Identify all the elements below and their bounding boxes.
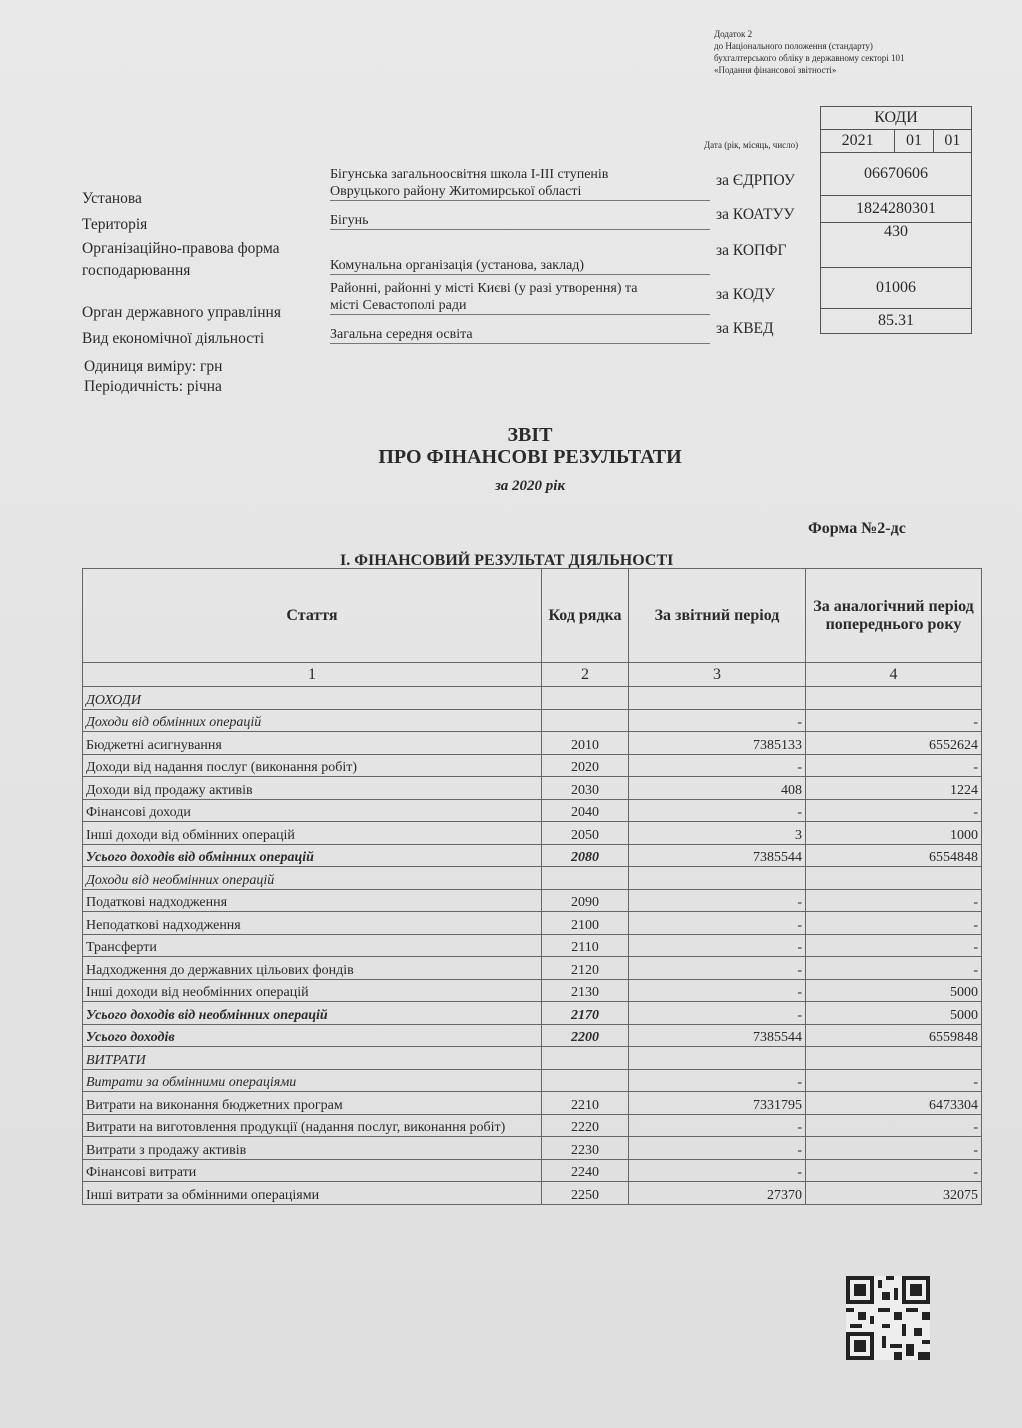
row-item: Витрати на виготовлення продукції (надання послуг, виконання робіт)	[83, 1114, 542, 1137]
row-code	[542, 687, 629, 710]
table-row	[83, 777, 982, 800]
col-number: 3	[629, 663, 806, 687]
row-current: -	[629, 1114, 806, 1137]
row-item: Трансферти	[83, 934, 542, 957]
row-item: Фінансові доходи	[83, 799, 542, 822]
row-previous: 6559848	[806, 1024, 982, 1047]
row-previous	[806, 867, 982, 890]
annex-line: Додаток 2	[714, 29, 753, 39]
label-za-kved: за КВЕД	[716, 320, 774, 337]
row-previous: -	[806, 1137, 982, 1160]
row-current: 3	[629, 822, 806, 845]
label-za-edrpou: за ЄДРПОУ	[716, 172, 795, 189]
authority-line: Районні, районні у місті Києві (у разі утворення) та	[330, 281, 638, 296]
row-code: 2080	[542, 844, 629, 867]
label-activity: Вид економічної діяльності	[82, 330, 265, 347]
annex-note	[714, 28, 974, 76]
date-month: 01	[895, 130, 933, 153]
institution-line: Бігунська загальноосвітня школа І-ІІІ ступенів	[330, 167, 609, 182]
row-code: 2120	[542, 957, 629, 980]
code-kved: 85.31	[821, 309, 972, 334]
col-header-code: Код рядка	[542, 569, 629, 663]
row-current: 7385544	[629, 1024, 806, 1047]
label-za-kodu: за КОДУ	[716, 286, 775, 303]
code-kodu: 01006	[821, 268, 972, 309]
table-row	[83, 822, 982, 845]
row-code: 2100	[542, 912, 629, 935]
row-current: 7331795	[629, 1092, 806, 1115]
qr-code-icon	[846, 1276, 930, 1360]
date-label: Дата (рік, місяць, число)	[704, 140, 799, 150]
authority-line: місті Севастополі ради	[330, 298, 467, 313]
row-item: ВИТРАТИ	[83, 1047, 542, 1070]
row-item: Усього доходів від необмінних операцій	[83, 1002, 542, 1025]
row-previous: -	[806, 912, 982, 935]
row-code: 2250	[542, 1182, 629, 1205]
row-item: Інші доходи від необмінних операцій	[83, 979, 542, 1002]
codes-header: КОДИ	[821, 107, 972, 130]
row-previous: 5000	[806, 1002, 982, 1025]
row-item: ДОХОДИ	[83, 687, 542, 710]
row-code: 2210	[542, 1092, 629, 1115]
financial-results-table	[82, 568, 982, 1205]
code-kopfg: 430	[821, 223, 972, 268]
table-row	[83, 1159, 982, 1182]
col-header-current: За звітний період	[629, 569, 806, 663]
label-institution: Установа	[82, 190, 142, 207]
row-previous: 5000	[806, 979, 982, 1002]
row-item: Витрати за обмінними операціями	[83, 1069, 542, 1092]
row-item: Доходи від продажу активів	[83, 777, 542, 800]
row-code: 2170	[542, 1002, 629, 1025]
row-item: Інші доходи від обмінних операцій	[83, 822, 542, 845]
report-title-2: ПРО ФІНАНСОВІ РЕЗУЛЬТАТИ	[378, 446, 682, 468]
row-current: -	[629, 889, 806, 912]
col-number: 4	[806, 663, 982, 687]
row-code: 2130	[542, 979, 629, 1002]
row-item: Витрати з продажу активів	[83, 1137, 542, 1160]
row-item: Бюджетні асигнування	[83, 732, 542, 755]
table-row	[83, 1002, 982, 1025]
row-item: Доходи від необмінних операцій	[83, 867, 542, 890]
row-current: -	[629, 709, 806, 732]
row-code: 2200	[542, 1024, 629, 1047]
row-code	[542, 1069, 629, 1092]
row-item: Доходи від обмінних операцій	[83, 709, 542, 732]
col-number: 1	[83, 663, 542, 687]
report-title: ЗВІТ	[507, 424, 553, 446]
row-current: -	[629, 934, 806, 957]
date-year: 2021	[821, 130, 895, 153]
row-code: 2040	[542, 799, 629, 822]
row-current: -	[629, 754, 806, 777]
label-za-koatuu: за КОАТУУ	[716, 206, 795, 223]
value-territory: Бігунь	[330, 212, 710, 230]
row-previous: -	[806, 934, 982, 957]
table-row	[83, 867, 982, 890]
row-code: 2020	[542, 754, 629, 777]
label-territory: Територія	[82, 216, 148, 233]
row-previous: -	[806, 957, 982, 980]
row-item: Усього доходів	[83, 1024, 542, 1047]
row-previous: -	[806, 799, 982, 822]
table-row	[83, 1137, 982, 1160]
table-row	[83, 1182, 982, 1205]
row-previous: 6552624	[806, 732, 982, 755]
row-previous: 1000	[806, 822, 982, 845]
row-current: -	[629, 979, 806, 1002]
row-current	[629, 687, 806, 710]
row-current: 27370	[629, 1182, 806, 1205]
value-institution	[330, 166, 710, 201]
annex-line: бухгалтерського обліку в державному секторі 101	[714, 53, 905, 63]
row-code: 2050	[542, 822, 629, 845]
value-authority	[330, 280, 710, 315]
col-header-previous: За аналогічний період попереднього року	[806, 569, 982, 663]
annex-line: до Національного положення (стандарту)	[714, 41, 873, 51]
row-previous: -	[806, 1114, 982, 1137]
label-za-kopfg: за КОПФГ	[716, 242, 787, 259]
value-legal-form: Комунальна організація (установа, заклад)	[330, 257, 710, 275]
row-code: 2090	[542, 889, 629, 912]
row-current: -	[629, 1069, 806, 1092]
section-title: І. ФІНАНСОВИЙ РЕЗУЛЬТАТ ДІЯЛЬНОСТІ	[340, 552, 674, 569]
row-code	[542, 867, 629, 890]
row-previous: 6473304	[806, 1092, 982, 1115]
table-row	[83, 799, 982, 822]
row-current	[629, 867, 806, 890]
row-code: 2240	[542, 1159, 629, 1182]
row-previous: -	[806, 889, 982, 912]
row-code: 2220	[542, 1114, 629, 1137]
label-authority: Орган державного управління	[82, 304, 281, 321]
col-header-item: Стаття	[83, 569, 542, 663]
row-previous: 1224	[806, 777, 982, 800]
table-row	[83, 1047, 982, 1070]
table-row	[83, 844, 982, 867]
code-koatuu: 1824280301	[821, 196, 972, 223]
table-row	[83, 934, 982, 957]
row-current: 7385133	[629, 732, 806, 755]
periodicity-text: Періодичність: річна	[84, 378, 222, 395]
row-previous: 6554848	[806, 844, 982, 867]
table-row	[83, 1024, 982, 1047]
row-current: -	[629, 1159, 806, 1182]
row-code	[542, 709, 629, 732]
table-row	[83, 754, 982, 777]
annex-line: «Подання фінансової звітності»	[714, 65, 837, 75]
table-row	[83, 709, 982, 732]
date-day: 01	[933, 130, 971, 153]
table-row	[83, 732, 982, 755]
row-current	[629, 1047, 806, 1070]
table-row	[83, 687, 982, 710]
row-item: Фінансові витрати	[83, 1159, 542, 1182]
row-current: -	[629, 799, 806, 822]
code-edrpou: 06670606	[821, 153, 972, 196]
row-previous	[806, 1047, 982, 1070]
row-current: 7385544	[629, 844, 806, 867]
unit-text: Одиниця виміру: грн	[84, 358, 223, 375]
table-row	[83, 912, 982, 935]
row-current: -	[629, 1002, 806, 1025]
row-previous: -	[806, 1159, 982, 1182]
value-activity: Загальна середня освіта	[330, 326, 710, 344]
row-previous: -	[806, 709, 982, 732]
row-code: 2110	[542, 934, 629, 957]
row-current: 408	[629, 777, 806, 800]
row-previous	[806, 687, 982, 710]
row-current: -	[629, 957, 806, 980]
table-row	[83, 1092, 982, 1115]
row-code: 2030	[542, 777, 629, 800]
row-item: Неподаткові надходження	[83, 912, 542, 935]
row-code: 2230	[542, 1137, 629, 1160]
row-current: -	[629, 1137, 806, 1160]
row-item: Інші витрати за обмінними операціями	[83, 1182, 542, 1205]
table-row	[83, 1114, 982, 1137]
codes-table	[820, 106, 972, 334]
label-legal-form-1: Організаційно-правова форма	[82, 240, 280, 257]
row-item: Надходження до державних цільових фондів	[83, 957, 542, 980]
row-previous: -	[806, 1069, 982, 1092]
table-row	[83, 889, 982, 912]
row-previous: 32075	[806, 1182, 982, 1205]
row-code	[542, 1047, 629, 1070]
row-current: -	[629, 912, 806, 935]
row-code: 2010	[542, 732, 629, 755]
table-row	[83, 1069, 982, 1092]
row-item: Витрати на виконання бюджетних програм	[83, 1092, 542, 1115]
label-legal-form-2: господарювання	[82, 262, 191, 279]
row-item: Усього доходів від обмінних операцій	[83, 844, 542, 867]
report-period: за 2020 рік	[494, 478, 566, 494]
col-number: 2	[542, 663, 629, 687]
table-row	[83, 979, 982, 1002]
row-previous: -	[806, 754, 982, 777]
row-item: Доходи від надання послуг (виконання робіт)	[83, 754, 542, 777]
institution-line: Овруцького району Житомирської області	[330, 184, 582, 199]
table-row	[83, 957, 982, 980]
form-number: Форма №2-дс	[808, 520, 906, 537]
row-item: Податкові надходження	[83, 889, 542, 912]
